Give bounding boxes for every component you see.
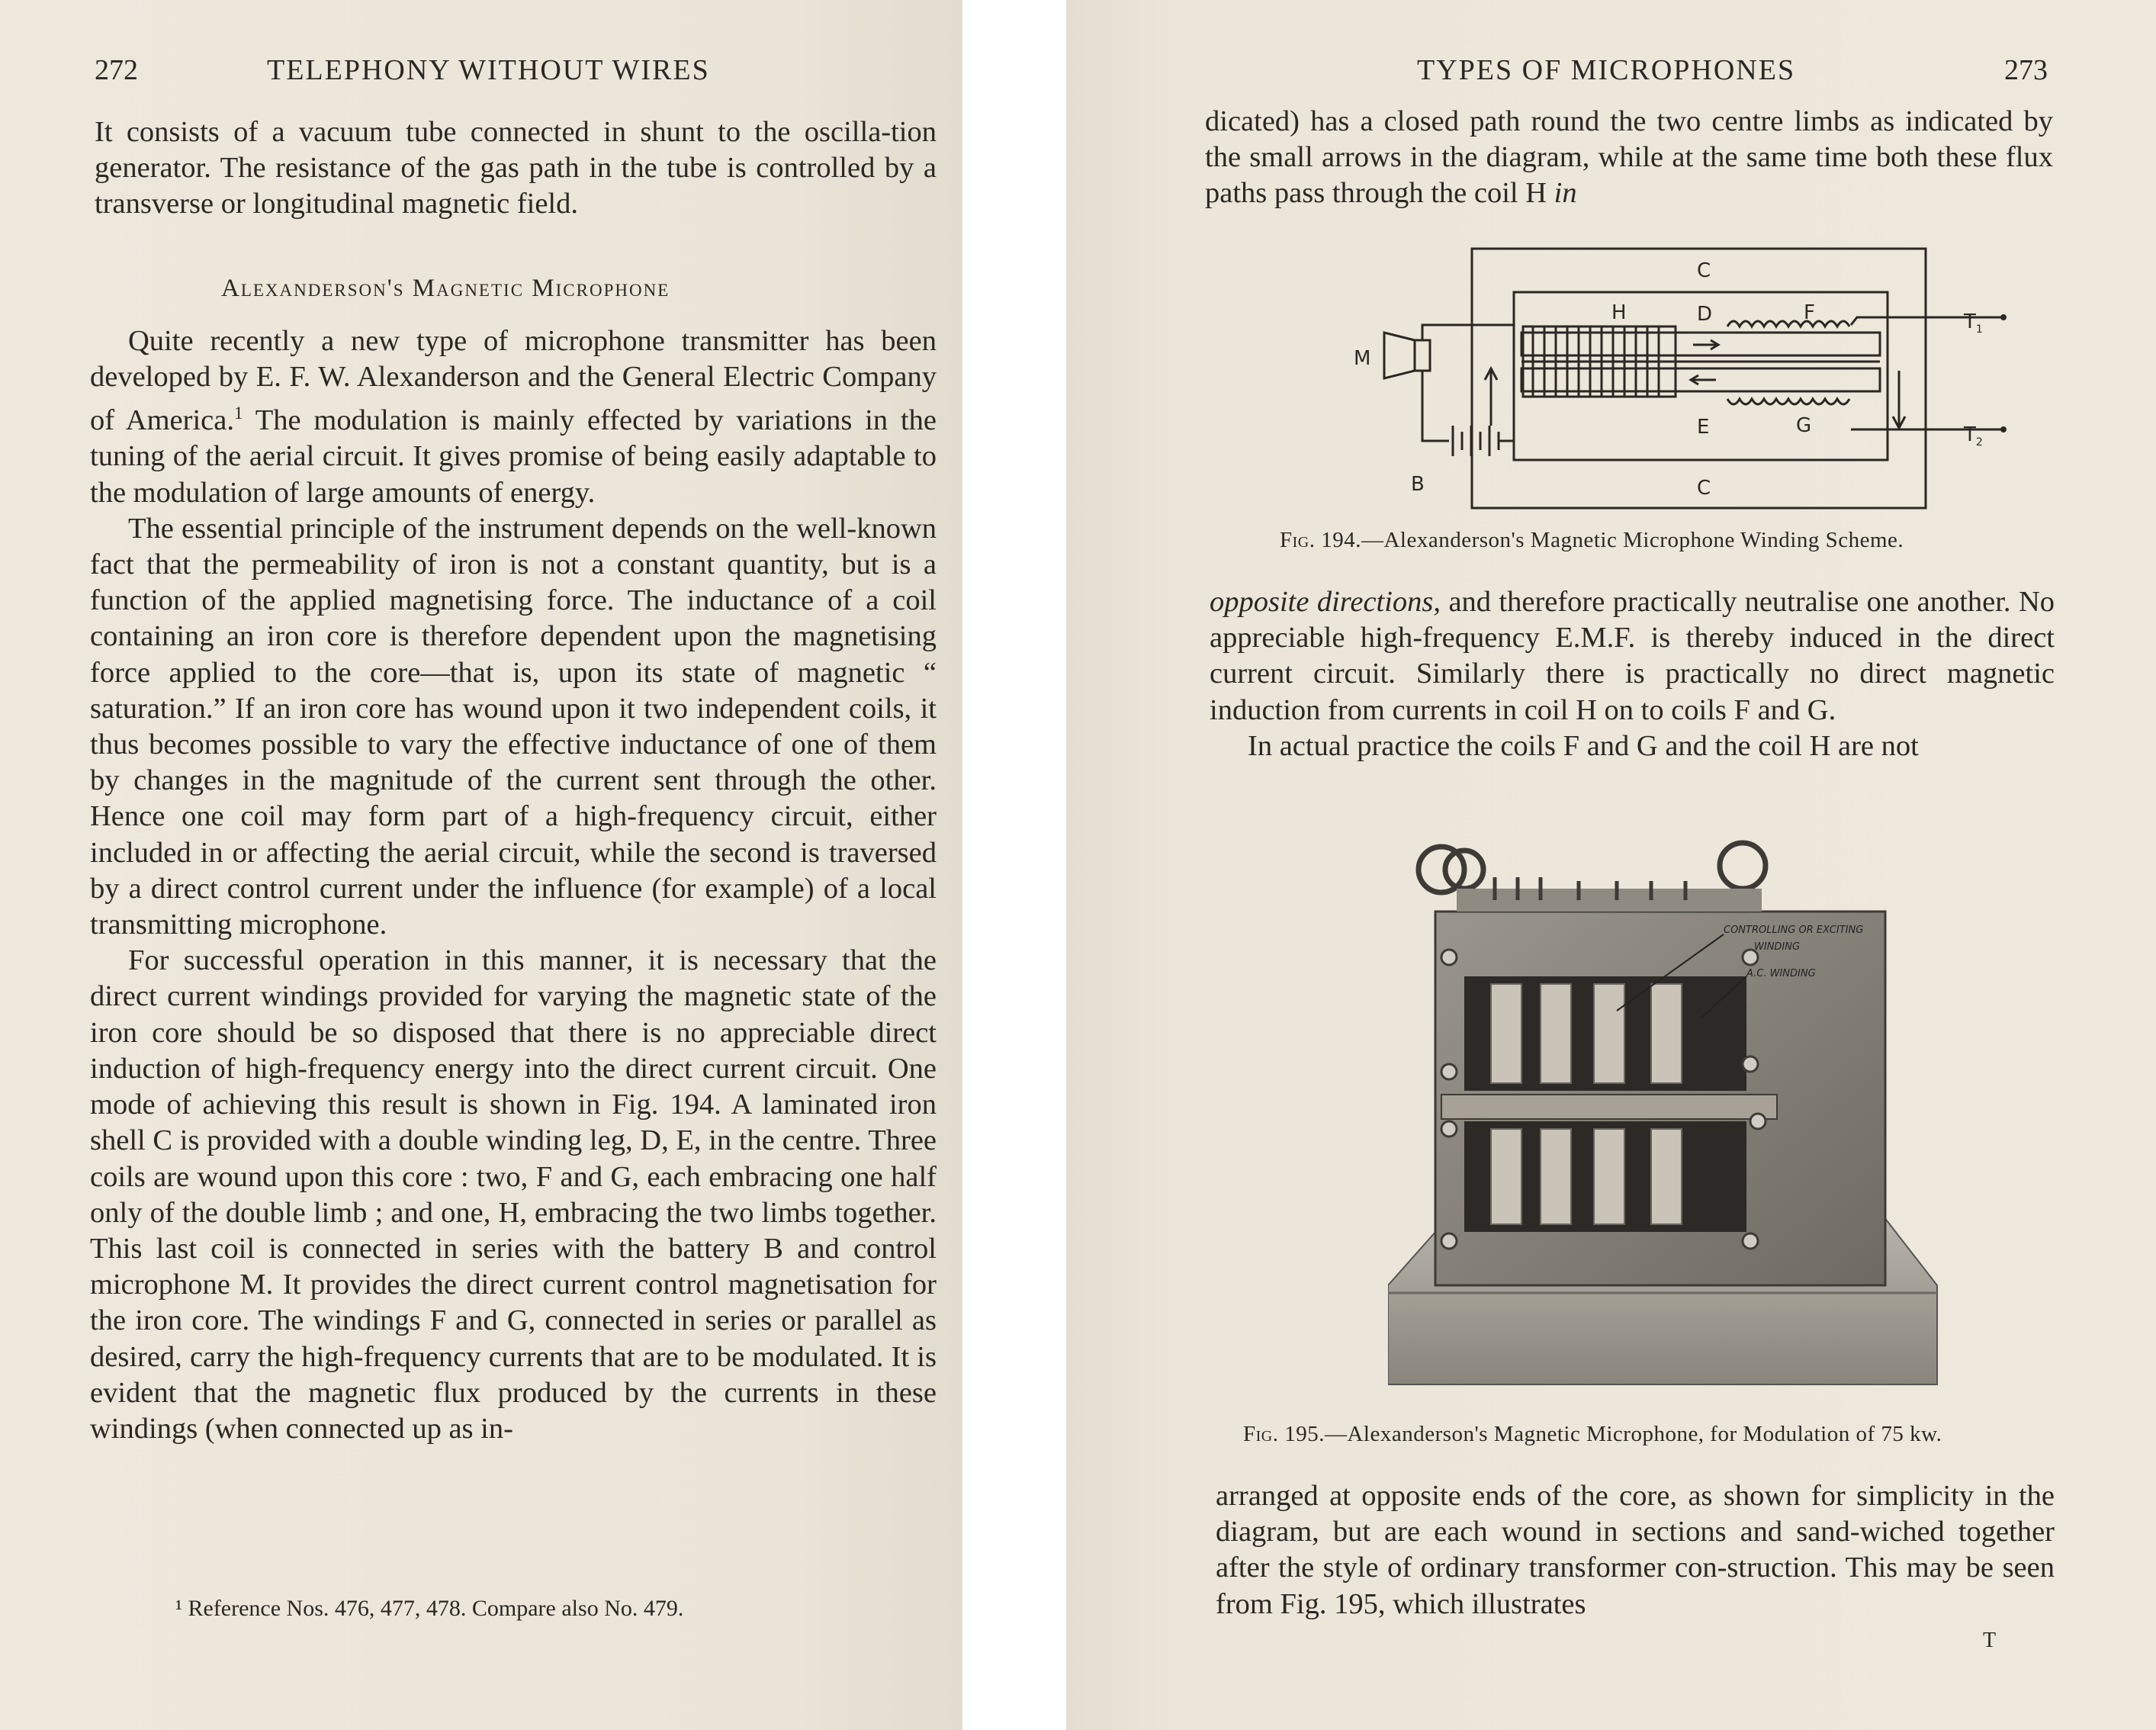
paragraph: For successful operation in this manner, it is necessary that the direct current windings provided for varying the magnetic state of the iron core should be so disposed that there is no appreciable direct induction of high-frequency energy into the direct current circuit. One mode of achieving this result is shown in Fig. 194. A laminated iron shell C is provided with a double winding leg, D, E, in the centre. Three coils are wound upon this core : two, F and G, each embracing one half only of the double limb ; and one, H, embracing the two limbs together. This last coil is connected in series with the battery B and control microphone M. It provides the direct current control magnetisation for the iron core. The windings F and G, connected in series or parallel as desired, carry the high-frequency currents that are to be modulated. It is evident that the magnetic flux produced by the currents in these windings (when connected up as in-: [90, 944, 937, 1445]
signature-mark: T: [1983, 1629, 1997, 1652]
paragraph-text: It consists of a vacuum tube connected in shunt to the oscilla-tion generator. The resistance of the gas path in the tube is controlled by a transverse or longitudinal magnetic field.: [95, 116, 937, 220]
section-body: [90, 323, 937, 1447]
clamp-bar: [1441, 1095, 1777, 1119]
top-plate: [1457, 889, 1762, 912]
label-f: F: [1804, 301, 1815, 324]
terminal-t1: [2000, 314, 2007, 320]
label-t2: $T_2$: [1964, 423, 1983, 449]
paragraph: The essential principle of the instrument depends on the well-known fact that the permeability of iron is not a constant quantity, but is a function of the applied magnetising force. The inductance of a coil containing an iron core is therefore dependent upon the magnetising force applied to the core—that is, upon its state of magnetic “ saturation.” If an iron core has wound upon it two independent coils, it thus becomes possible to vary the effective inductance of one of them by changes in the magnitude of the current sent through the other. Hence one coil may form part of a high-frequency circuit, either included in or affecting the aerial circuit, while the second is traversed by a direct control current under the influence (for example) of a local transmitting microphone.: [90, 512, 937, 941]
footnote: ¹ Reference Nos. 476, 477, 478. Compare also No. 479.: [175, 1596, 684, 1621]
paragraph: [90, 323, 937, 511]
paragraph: [1210, 584, 2055, 728]
battery-cells: [1453, 426, 1499, 456]
italic-text: opposite directions,: [1210, 586, 1441, 618]
label-b: B: [1411, 473, 1425, 496]
caption-text: —Alexanderson's Magnetic Microphone, for Modulation of 75 kw.: [1324, 1422, 1942, 1446]
paragraph-text: dicated) has a closed path round the two centre limbs as indicated by the small arrows in the diagram, while at the same time both these flux paths pass through the coil H: [1205, 105, 2053, 210]
label-m: M: [1354, 347, 1371, 370]
iron-shell-outer: [1472, 249, 1926, 508]
page-number: 272: [95, 54, 138, 86]
label-ac-winding: A.C. WINDING: [1746, 968, 1816, 979]
lifting-rings: [1419, 843, 1766, 892]
coil-g: [1727, 399, 1849, 404]
paragraph-intro: [95, 114, 937, 223]
terminal-t2: [2000, 426, 2007, 432]
figure-195-caption: [1243, 1422, 1942, 1447]
label-t1: $T_1$: [1964, 310, 1983, 336]
coil-f: [1727, 321, 1849, 326]
paragraph: arranged at opposite ends of the core, as shown for simplicity in the diagram, but are each wound in sections and sand-wiched together after the style of ordinary transformer con-struction. This may be seen from Fig. 195, which illustrates: [1216, 1480, 2055, 1620]
microphone-body: [1415, 340, 1430, 371]
lead-battery: [1422, 371, 1449, 441]
figure-194-diagram: [1270, 243, 2013, 517]
paragraph-continued: [1205, 104, 2053, 212]
lead-microphone: [1422, 325, 1514, 340]
label-g: G: [1796, 414, 1812, 437]
italic-text: in: [1554, 177, 1577, 210]
figure-195-photo: [1388, 835, 2021, 1400]
left-page: [0, 0, 962, 1730]
caption-text: —Alexanderson's Magnetic Microphone Winding Scheme.: [1361, 528, 1904, 552]
figure-number: Fig. 195.: [1243, 1422, 1325, 1446]
figure-number: Fig. 194.: [1280, 528, 1361, 552]
label-controlling-winding-2: WINDING: [1754, 941, 1801, 953]
section-heading: Alexanderson's Magnetic Microphone: [221, 275, 670, 302]
paragraph-text: and therefore practically neutralise one another. No appreciable high-frequency E.M.F. is thereby induced in the direct current circuit. Similarly there is practically no direct magnetic induction from currents in coil H on to coils F and G.: [1210, 586, 2055, 726]
paragraph-body: [1210, 584, 2055, 764]
paragraph-final: [1216, 1478, 2055, 1622]
microphone-mouthpiece: [1384, 333, 1415, 378]
label-c-bottom: C: [1697, 477, 1711, 500]
paragraph-text: Quite recently a new type of microphone transmitter has been developed by E. F. W. Alexanderson and the General Electric Company of America.: [90, 325, 937, 437]
label-e: E: [1697, 416, 1710, 439]
paragraph-text: The modulation is mainly effected by variations in the tuning of the aerial circuit. It gives promise of being easily adaptable to the modulation of large amounts of energy.: [90, 404, 937, 509]
label-c-top: C: [1697, 259, 1711, 282]
figure-194-caption: [1280, 528, 1904, 553]
paragraph: [1205, 104, 2053, 212]
running-head: TYPES OF MICROPHONES: [1417, 54, 1796, 86]
running-head: TELEPHONY WITHOUT WIRES: [267, 54, 710, 86]
label-h: H: [1611, 301, 1627, 324]
label-controlling-winding: CONTROLLING OR EXCITING: [1724, 924, 1864, 936]
paragraph: In actual practice the coils F and G and the coil H are not: [1248, 729, 1919, 762]
label-d: D: [1697, 303, 1713, 326]
page-number: 273: [2004, 54, 2048, 86]
gutter: [962, 0, 1066, 1730]
footnote-marker: 1: [233, 403, 243, 423]
